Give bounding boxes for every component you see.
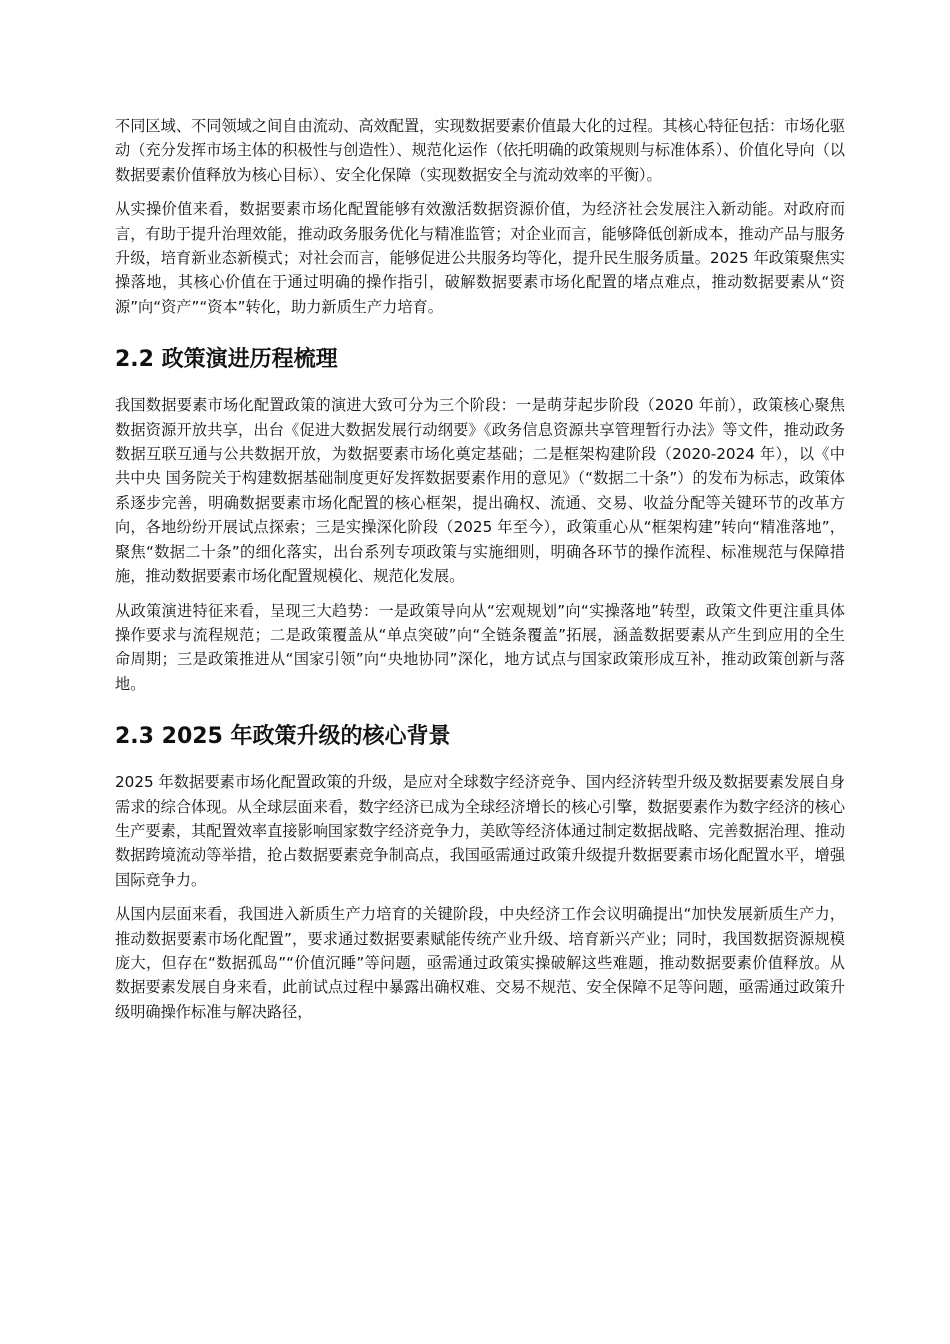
intro-paragraph-1: 不同区域、不同领域之间自由流动、高效配置，实现数据要素价值最大化的过程。其核心特征包括：市场化驱动（充分发挥市场主体的积极性与创造性）、规范化运作（依托明确的政策规则与标准体系）、价值化导向（以数据要素价值释放为核心目标）、安全化保障（实现数据安全与流动效率的平衡）。 — [115, 117, 845, 184]
section-2-2-paragraph-2: 从政策演进特征来看，呈现三大趋势：一是政策导向从“宏观规划”向“实操落地”转型，政策文件更注重具体操作要求与流程规范；二是政策覆盖从“单点突破”向“全链条覆盖”拓展，涵盖数据要素从产生到应用的全生命周期；三是政策推进从“国家引领”向“央地协同”深化，地方试点与国家政策形成互补，推动政策创新与落地。 — [115, 601, 845, 693]
section-2-2-paragraph-1: 我国数据要素市场化配置政策的演进大致可分为三个阶段：一是萌芽起步阶段（2020 年前），政策核心聚焦数据资源开放共享，出台《促进大数据发展行动纲要》《政务信息资源共享管理暂行办法》等文件，推动政务数据互联互通与公共数据开放，为数据要素市场化奠定基础；二是框架构建阶段（2020-2024 年），以《中共中央 国务院关于构建数据基础制度更好发挥数据要素作用的意见》（“数据二十条”）的发布为标志，政策体系逐步完善，明确数据要素市场化配置的核心框架，提出确权、流通、交易、收益分配等关键环节的改革方向，各地纷纷开展试点探索；三是实操深化阶段（2025 年至今），政策重心从“框架构建”转向“精准落地”，聚焦“数据二十条”的细化落实，出台系列专项政策与实施细则，明确各环节的操作流程、标准规范与保障措施，推动数据要素市场化配置规模化、规范化发展。 — [115, 396, 845, 586]
section-2-3-heading: 2.3 2025 年政策升级的核心背景 — [115, 724, 451, 750]
document-page — [115, 114, 845, 1034]
section-2-2-heading: 2.2 政策演进历程梳理 — [115, 347, 338, 373]
section-2-3-paragraph-1: 2025 年数据要素市场化配置政策的升级，是应对全球数字经济竞争、国内经济转型升级及数据要素发展自身需求的综合体现。从全球层面来看，数字经济已成为全球经济增长的核心引擎，数据要素作为数字经济的核心生产要素，其配置效率直接影响国家数字经济竞争力，美欧等经济体通过制定数据战略、完善数据治理、推动数据跨境流动等举措，抢占数据要素竞争制高点，我国亟需通过政策升级提升数据要素市场化配置水平，增强国际竞争力。 — [115, 773, 845, 889]
intro-paragraph-2: 从实操价值来看，数据要素市场化配置能够有效激活数据资源价值，为经济社会发展注入新动能。对政府而言，有助于提升治理效能，推动政务服务优化与精准监管；对企业而言，能够降低创新成本，推动产品与服务升级，培育新业态新模式；对社会而言，能够促进公共服务均等化，提升民生服务质量。2025 年政策聚焦实操落地，其核心价值在于通过明确的操作指引，破解数据要素市场化配置的堵点难点，推动数据要素从“资源”向“资产”“资本”转化，助力新质生产力培育。 — [115, 200, 845, 316]
section-2-3-paragraph-2: 从国内层面来看，我国进入新质生产力培育的关键阶段，中央经济工作会议明确提出“加快发展新质生产力，推动数据要素市场化配置”，要求通过数据要素赋能传统产业升级、培育新兴产业；同时，我国数据资源规模庞大，但存在“数据孤岛”“价值沉睡”等问题，亟需通过政策实操破解这些难题，推动数据要素价值释放。从数据要素发展自身来看，此前试点过程中暴露出确权难、交易不规范、安全保障不足等问题，亟需通过政策升级明确操作标准与解决路径， — [115, 905, 845, 1021]
